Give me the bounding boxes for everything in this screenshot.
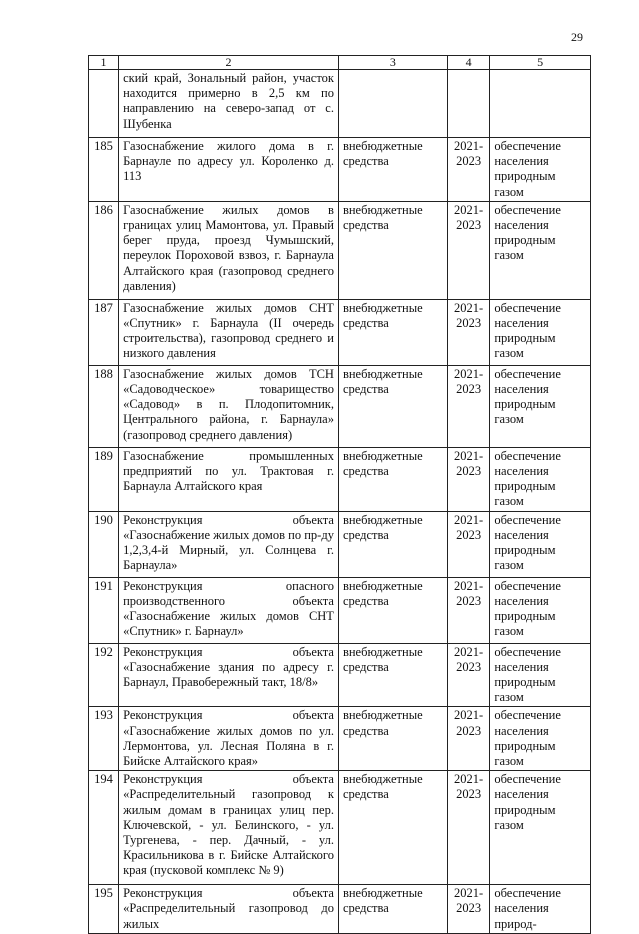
row-purpose	[490, 885, 591, 934]
row-purpose-text: обеспечение населения природным газом	[494, 366, 561, 427]
row-funding-source-text: внебюджетные средства	[342, 886, 423, 916]
row-period-text: 2021-2023	[454, 772, 484, 802]
row-number	[89, 771, 119, 885]
row-number-text: 185	[94, 139, 113, 153]
row-funding-source-text: внебюджетные средства	[342, 202, 423, 233]
column-header: 5	[490, 56, 591, 70]
row-description	[119, 707, 339, 771]
table-row	[89, 511, 591, 577]
row-funding-source	[338, 707, 447, 771]
row-period	[447, 643, 490, 707]
row-period-text: 2021-2023	[454, 139, 484, 169]
row-purpose-text: обеспечение населения природным газом	[494, 772, 561, 832]
row-funding-source	[338, 771, 447, 885]
row-funding-source	[338, 70, 447, 138]
page-number: 29	[571, 30, 583, 44]
row-description-text: Реконструкция объекта «Газоснабжение жилых домов по пр-ду 1,2,3,4-й Мирный, ул. Солнцева г. Барнаула»	[123, 512, 334, 573]
row-description-text: Газоснабжение жилого дома в г. Барнауле по адресу ул. Короленко д. 113	[123, 139, 334, 184]
row-period-text: 2021-2023	[454, 366, 484, 397]
row-description	[119, 577, 339, 643]
row-purpose-text: обеспечение населения природным газом	[494, 708, 561, 769]
column-header: 2	[119, 56, 339, 70]
row-period-text: 2021-2023	[454, 300, 484, 331]
row-purpose	[490, 447, 591, 511]
row-description-text: Реконструкция объекта «Распределительный газопровод до жилых	[123, 886, 334, 931]
row-description-text: Реконструкция объекта «Газоснабжение жилых домов по ул. Лермонтова, ул. Лесная Поляна в г. Бийске Алтайского края»	[123, 708, 334, 769]
row-purpose	[490, 138, 591, 202]
row-number	[89, 447, 119, 511]
row-funding-source-text: внебюджетные средства	[342, 448, 423, 479]
row-purpose-text: обеспечение населения природ-	[494, 886, 561, 931]
row-description	[119, 138, 339, 202]
row-purpose-text: обеспечение населения природным газом	[494, 139, 561, 199]
row-description-text: Реконструкция опасного производственного объекта «Газоснабжение жилых домов СНТ «Спутник» г. Барнаул»	[123, 578, 334, 639]
table-header-row	[89, 56, 591, 70]
row-funding-source-text: внебюджетные средства	[342, 708, 423, 738]
row-description	[119, 771, 339, 885]
row-description	[119, 885, 339, 934]
row-description-text: ский край, Зональный район, участок находится примерно в 2,5 км по направлению на северо-запад от с. Шубенка	[123, 71, 334, 131]
row-funding-source	[338, 201, 447, 299]
row-purpose	[490, 771, 591, 885]
row-purpose-text: обеспечение населения природным газом	[494, 202, 561, 263]
row-purpose	[490, 299, 591, 365]
row-purpose	[490, 70, 591, 138]
table-row	[89, 299, 591, 365]
table-row	[89, 577, 591, 643]
row-period-text: 2021-2023	[454, 512, 484, 542]
row-funding-source-text: внебюджетные средства	[342, 578, 423, 608]
table-row	[89, 365, 591, 447]
row-period	[447, 138, 490, 202]
row-funding-source	[338, 511, 447, 577]
row-period	[447, 771, 490, 885]
row-number-text: 189	[94, 448, 113, 463]
row-number-text: 188	[94, 366, 113, 381]
row-period-text: 2021-2023	[454, 708, 484, 738]
row-period-text: 2021-2023	[454, 644, 484, 674]
row-number	[89, 511, 119, 577]
row-description-text: Реконструкция объекта «Распределительный газопровод к жилым домам в границах улиц пер. Ключевской, - ул. Белинского, - ул. Тургенева, - пер. Дачный, - ул. Красильникова в г. Бийске Алтайского края (пусковой комплекс № 9)	[123, 772, 334, 878]
table-row	[89, 70, 591, 138]
row-funding-source	[338, 138, 447, 202]
row-description-text: Газоснабжение жилых домов СНТ «Спутник» г. Барнаула (II очередь строительства), газопровод среднего и низкого давления	[123, 300, 334, 361]
row-number	[89, 299, 119, 365]
row-number-text: 187	[94, 300, 113, 315]
row-number	[89, 707, 119, 771]
row-funding-source-text: внебюджетные средства	[342, 772, 423, 802]
row-purpose	[490, 707, 591, 771]
row-period	[447, 70, 490, 138]
row-purpose	[490, 511, 591, 577]
row-number-text: 186	[94, 202, 113, 217]
table-row	[89, 138, 591, 202]
row-number-text: 194	[94, 772, 113, 787]
table-row	[89, 707, 591, 771]
row-funding-source	[338, 577, 447, 643]
row-description	[119, 511, 339, 577]
row-description-text: Газоснабжение жилых домов в границах улиц Мамонтова, ул. Правый берег пруда, проезд Чумышский, переулок Пороховой взвоз, г. Барнаула Алтайского края (газопровод среднего давления)	[123, 202, 334, 293]
row-period	[447, 447, 490, 511]
row-description-text: Реконструкция объекта «Газоснабжение здания по адресу г. Барнаул, Правобережный такт, 18/8»	[123, 644, 334, 690]
row-description	[119, 201, 339, 299]
row-description	[119, 299, 339, 365]
row-number-text: 192	[94, 644, 113, 659]
row-funding-source	[338, 299, 447, 365]
row-description	[119, 643, 339, 707]
row-number	[89, 365, 119, 447]
row-purpose-text: обеспечение населения природным газом	[494, 578, 561, 639]
row-period-text: 2021-2023	[454, 578, 484, 608]
row-period	[447, 511, 490, 577]
row-purpose	[490, 201, 591, 299]
row-period-text: 2021-2023	[454, 448, 484, 479]
column-header: 4	[447, 56, 490, 70]
row-purpose	[490, 365, 591, 447]
row-period	[447, 365, 490, 447]
row-period-text: 2021-2023	[454, 886, 484, 916]
table-row	[89, 643, 591, 707]
row-period	[447, 299, 490, 365]
row-number	[89, 70, 119, 138]
row-period	[447, 707, 490, 771]
row-description	[119, 365, 339, 447]
row-funding-source-text: внебюджетные средства	[342, 139, 423, 169]
row-number-text: 190	[94, 512, 113, 527]
row-number	[89, 885, 119, 934]
table-body	[89, 70, 591, 934]
row-funding-source-text: внебюджетные средства	[342, 366, 423, 397]
row-period	[447, 201, 490, 299]
row-number	[89, 201, 119, 299]
row-period	[447, 577, 490, 643]
row-purpose-text: обеспечение населения природным газом	[494, 448, 561, 509]
row-number-text: 193	[94, 708, 113, 723]
row-funding-source-text: внебюджетные средства	[342, 300, 423, 331]
row-number-text: 195	[94, 886, 113, 901]
row-description	[119, 447, 339, 511]
row-funding-source	[338, 365, 447, 447]
row-description-text: Газоснабжение жилых домов ТСН «Садоводческое» товарищество «Садовод» в п. Плодопитомник, Центрального района, г. Барнаула» (газопровод среднего давления)	[123, 366, 334, 442]
row-purpose-text: обеспечение населения природным газом	[494, 300, 561, 361]
row-number	[89, 138, 119, 202]
row-description	[119, 70, 339, 138]
row-funding-source	[338, 885, 447, 934]
row-purpose	[490, 643, 591, 707]
table-row	[89, 447, 591, 511]
row-funding-source-text: внебюджетные средства	[342, 512, 423, 542]
row-purpose	[490, 577, 591, 643]
table-row	[89, 201, 591, 299]
row-description-text: Газоснабжение промышленных предприятий по ул. Трактовая г. Барнаула Алтайского края	[123, 448, 334, 494]
row-purpose-text: обеспечение населения природным газом	[494, 512, 561, 573]
row-number	[89, 643, 119, 707]
projects-table	[88, 55, 591, 934]
column-header: 1	[89, 56, 119, 70]
table-row	[89, 885, 591, 934]
row-purpose-text: обеспечение населения природным газом	[494, 644, 561, 705]
row-funding-source	[338, 447, 447, 511]
column-header: 3	[338, 56, 447, 70]
row-funding-source	[338, 643, 447, 707]
row-period	[447, 885, 490, 934]
row-funding-source-text: внебюджетные средства	[342, 644, 423, 674]
row-number	[89, 577, 119, 643]
row-period-text: 2021-2023	[454, 202, 484, 233]
row-number-text: 191	[94, 578, 113, 593]
table-row	[89, 771, 591, 885]
